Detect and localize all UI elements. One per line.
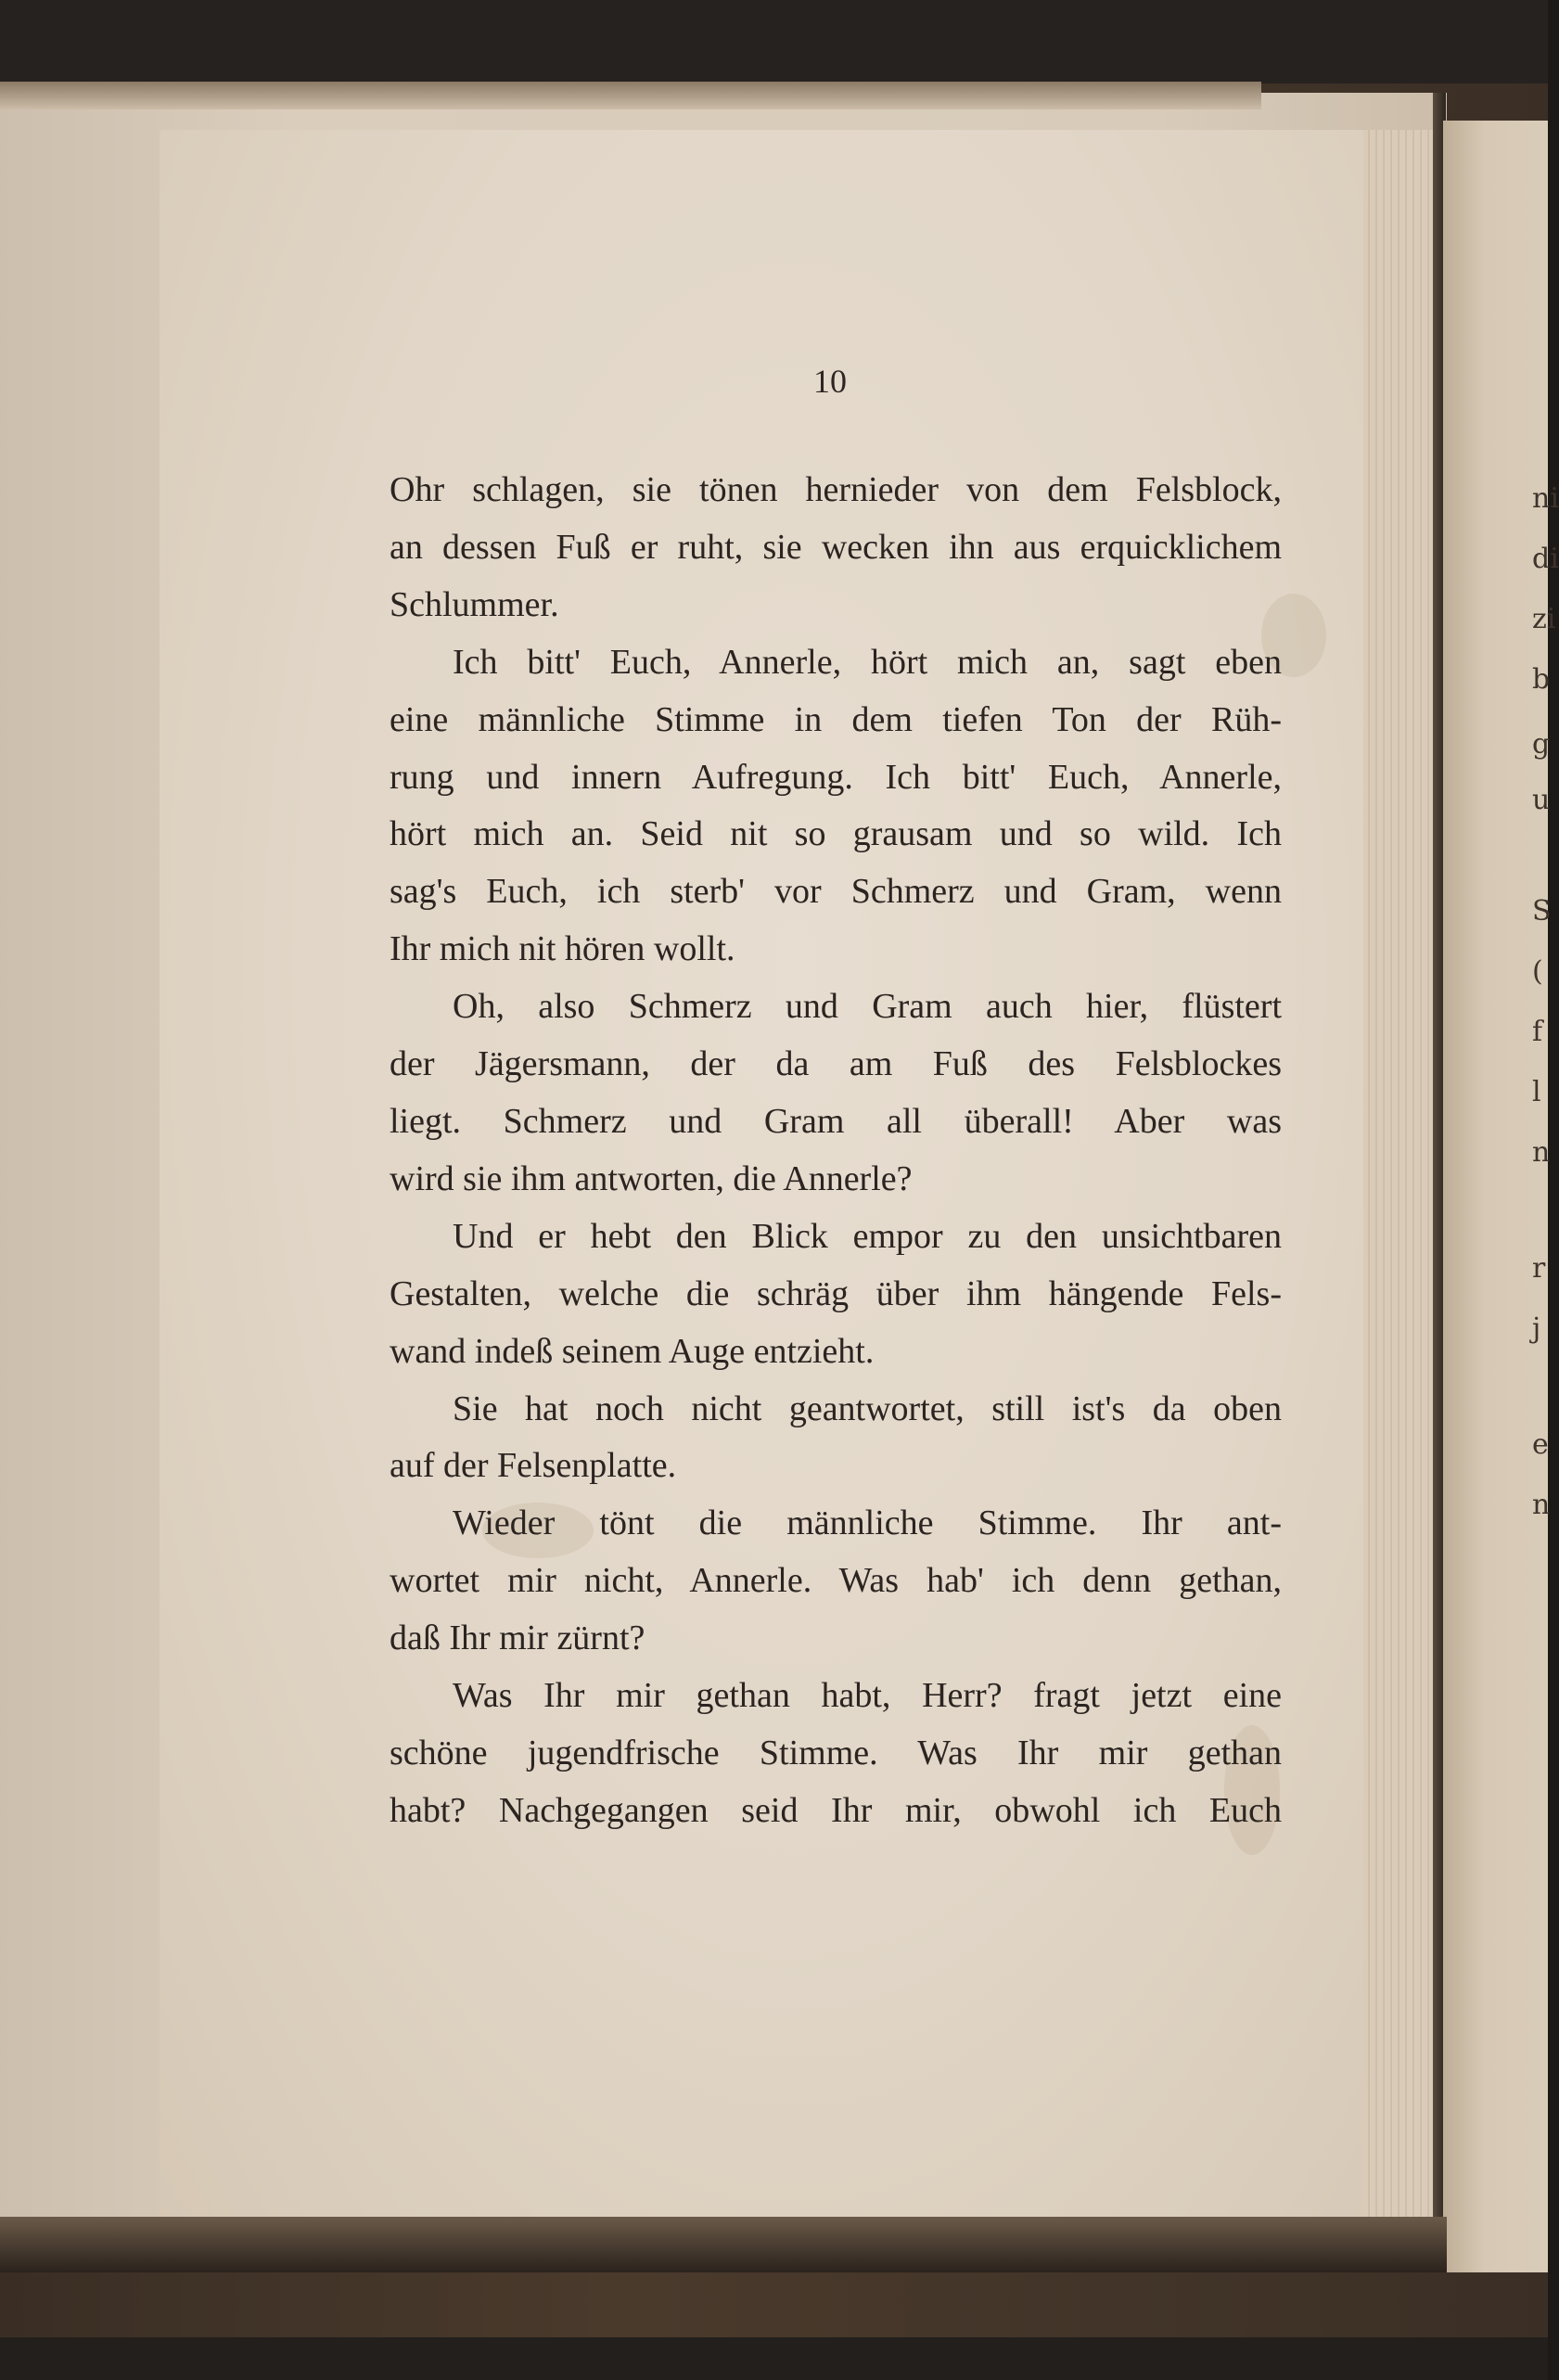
text-line: auf der Felsenplatte. xyxy=(390,1446,677,1486)
facing-page-fragment: j xyxy=(1532,1312,1541,1345)
facing-page-fragment: l xyxy=(1532,1076,1541,1108)
text-line: habt? Nachgegangen seid Ihr mir, obwohl ich Euch xyxy=(390,1790,1282,1830)
text-line: Schlummer. xyxy=(390,584,559,624)
text-line: schöne jugendfrische Stimme. Was Ihr mir gethan xyxy=(390,1733,1282,1772)
facing-page-fragment: ni xyxy=(1532,482,1559,515)
facing-page-fragment: g xyxy=(1532,728,1551,761)
text-line: der Jägersmann, der da am Fuß des Felsblockes xyxy=(390,1044,1282,1084)
text-line: Sie hat noch nicht geantwortet, still ist's da oben xyxy=(453,1388,1282,1428)
text-line: Oh, also Schmerz und Gram auch hier, flüstert xyxy=(453,987,1282,1027)
text-line: Was Ihr mir gethan habt, Herr? fragt jetzt eine xyxy=(453,1676,1282,1716)
text-line: eine männliche Stimme in dem tiefen Ton der Rüh- xyxy=(390,699,1282,739)
facing-page-fragment: di xyxy=(1532,543,1559,575)
text-line: Ich bitt' Euch, Annerle, hört mich an, sagt eben xyxy=(453,642,1282,682)
text-line: Wieder tönt die männliche Stimme. Ihr ant- xyxy=(453,1503,1282,1543)
facing-page-fragment: e xyxy=(1532,1428,1549,1461)
text-line: wird sie ihm antworten, die Annerle? xyxy=(390,1158,913,1198)
facing-page-fragment: r xyxy=(1532,1252,1546,1285)
page-gutter xyxy=(1363,130,1438,2235)
text-line: Und er hebt den Blick empor zu den unsichtbaren xyxy=(453,1216,1282,1256)
text-line: daß Ihr mir zürnt? xyxy=(390,1619,645,1658)
page-top-edge xyxy=(0,82,1261,109)
text-line: rung und innern Aufregung. Ich bitt' Euch, Annerle, xyxy=(390,757,1282,797)
text-line: wortet mir nicht, Annerle. Was hab' ich denn gethan, xyxy=(390,1561,1282,1601)
facing-page xyxy=(1443,121,1551,2272)
facing-page-fragment: f xyxy=(1532,1016,1543,1048)
facing-page-fragment: u xyxy=(1532,784,1551,816)
text-line: Ohr schlagen, sie tönen hernieder von dem Felsblock, xyxy=(390,470,1282,509)
facing-page-fragment: n xyxy=(1532,1489,1551,1521)
text-line: wand indeß seinem Auge entzieht. xyxy=(390,1331,875,1371)
bottom-edge xyxy=(0,2217,1447,2272)
facing-page-fragment: S xyxy=(1532,895,1552,928)
text-line: Ihr mich nit hören wollt. xyxy=(390,929,735,969)
body-text xyxy=(390,462,1282,1840)
text-line: liegt. Schmerz und Gram all überall! Aber was xyxy=(390,1101,1282,1141)
facing-page-fragment: ( xyxy=(1532,955,1543,988)
text-line: sag's Euch, ich sterb' vor Schmerz und Gram, wenn xyxy=(390,872,1282,912)
text-line: hört mich an. Seid nit so grausam und so wild. Ich xyxy=(390,814,1282,854)
facing-page-fragment: n xyxy=(1532,1136,1551,1169)
facing-page-fragment: b xyxy=(1532,663,1551,696)
text-line: Gestalten, welche die schräg über ihm hängende Fels- xyxy=(390,1273,1282,1313)
facing-page-fragment: zi xyxy=(1532,603,1556,635)
text-line: an dessen Fuß er ruht, sie wecken ihn aus erquicklichem xyxy=(390,527,1282,567)
page-number: 10 xyxy=(813,363,847,400)
